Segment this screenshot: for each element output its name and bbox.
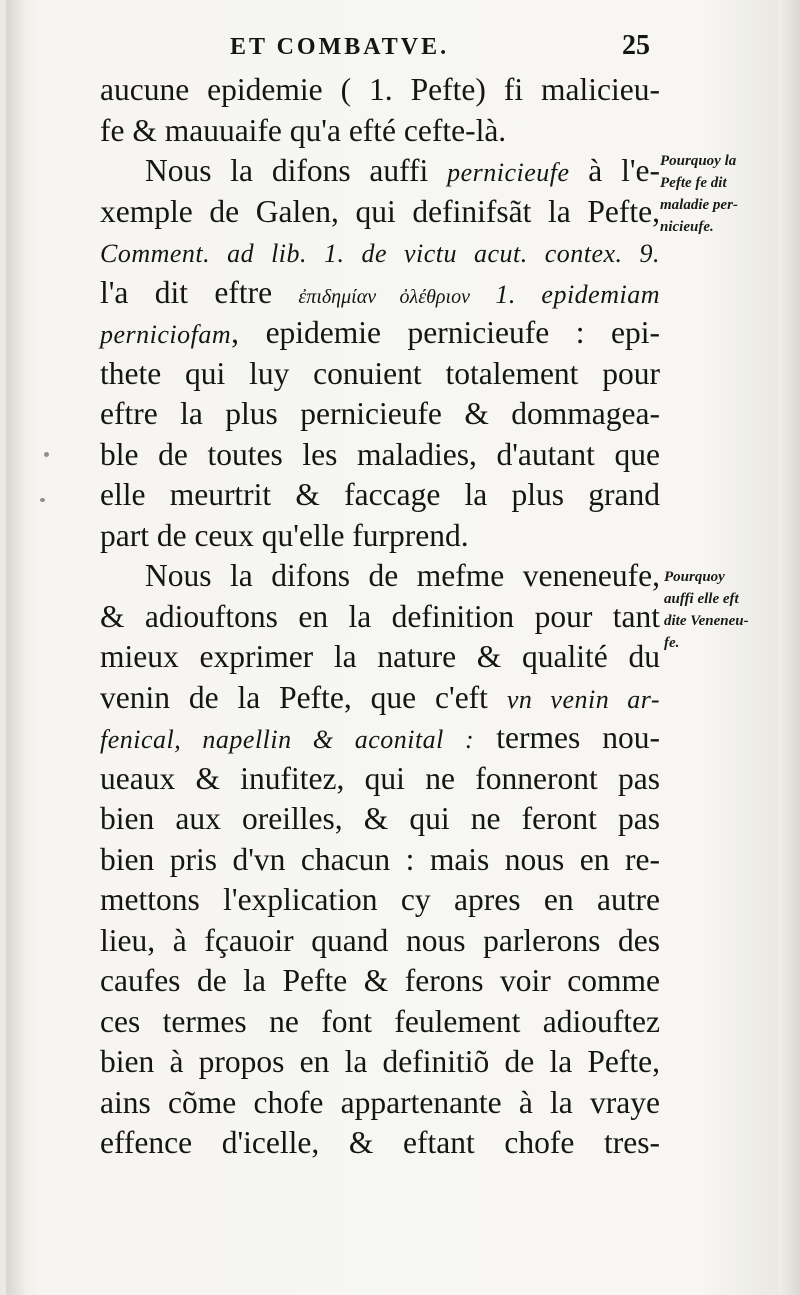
text-line xyxy=(100,151,660,192)
text-line: & adiouftons en la definition pour tant xyxy=(100,598,660,634)
text-line xyxy=(100,232,660,273)
margin-note-line: Pourquoy xyxy=(664,569,725,585)
text-line: effence d'icelle, & eftant chofe tres- xyxy=(100,1125,660,1160)
text-line: aucune epidemie ( 1. Pefte) fi malicieu- xyxy=(100,72,660,107)
text-line: ble de toutes les maladies, d'autant que xyxy=(100,436,660,472)
page-header xyxy=(230,30,650,70)
margin-note-line: Pourquoy la xyxy=(660,153,737,169)
text-line: bien pris d'vn chacun : mais nous en re- xyxy=(100,841,660,877)
text-line: mettons l'explication cy apres en autre xyxy=(100,882,660,917)
text-fragment: l'a dit eftre xyxy=(100,274,299,310)
citation: Comment. ad lib. 1. de victu acut. contex. 9. xyxy=(100,239,660,268)
text-fragment: venin de la Pefte, que c'eft xyxy=(100,679,507,715)
text-line: part de ceux qu'elle furprend. xyxy=(100,517,469,553)
text-fragment: à l'e- xyxy=(569,153,660,188)
text-fragment: , epidemie pernicieufe : epi- xyxy=(231,315,660,350)
text-line: eftre la plus pernicieufe & dommagea- xyxy=(100,396,660,431)
margin-note-line: nicieufe. xyxy=(660,219,714,235)
text-line: mieux exprimer la nature & qualité du xyxy=(100,639,660,674)
margin-note-line: maladie per- xyxy=(660,197,738,213)
text-line xyxy=(100,273,660,314)
margin-note-line: dite Veneneu- xyxy=(664,613,749,629)
body-text xyxy=(100,70,660,1164)
text-fragment: Nous la difons auffi xyxy=(145,153,448,188)
page-gutter-shadow xyxy=(6,0,24,1295)
greek-term: ἐπιδημίαν ὀλέθριον xyxy=(298,285,470,308)
margin-note-line: fe. xyxy=(664,635,680,651)
text-line: ces termes ne font feulement adiouftez xyxy=(100,1003,660,1039)
ampersand: & xyxy=(312,725,334,754)
text-line: ains cõme chofe appartenante à la vraye xyxy=(100,1084,660,1120)
italic-term: 1. epidemiam xyxy=(469,279,660,309)
text-line: lieu, à fçauoir quand nous parlerons des xyxy=(100,922,660,958)
text-line: Nous la difons de mefme veneneufe, xyxy=(145,558,660,593)
ink-speck xyxy=(40,498,45,502)
margin-note-line: Pefte fe dit xyxy=(660,175,727,191)
page-number: 25 xyxy=(622,30,650,61)
margin-note-line: auffi elle eft xyxy=(664,591,739,607)
text-line: fe & mauuaife qu'a efté cefte-là. xyxy=(100,112,507,148)
text-line: ueaux & inufitez, qui ne fonneront pas xyxy=(100,760,660,796)
text-line: bien aux oreilles, & qui ne feront pas xyxy=(100,801,660,836)
italic-term: aconital : xyxy=(333,725,475,754)
italic-term: , napellin xyxy=(174,725,313,754)
italic-term: vn venin ar- xyxy=(506,684,661,714)
text-line: caufes de la Pefte & ferons voir comme xyxy=(100,963,660,998)
margin-note-veneneuse xyxy=(664,566,792,654)
text-line: xemple de Galen, qui definifsãt la Pefte, xyxy=(100,193,660,229)
text-line xyxy=(100,313,660,354)
text-line xyxy=(100,718,660,759)
text-line: bien à propos en la definitiõ de la Pefte, xyxy=(100,1044,660,1079)
ink-speck xyxy=(44,452,49,457)
text-line xyxy=(100,678,660,719)
text-line: elle meurtrit & faccage la plus grand xyxy=(100,477,660,512)
margin-note-pernicieuse xyxy=(660,150,788,238)
italic-term: fenical xyxy=(100,725,175,754)
text-line: thete qui luy conuient totalement pour xyxy=(100,355,660,391)
italic-term: perniciofam xyxy=(100,320,232,349)
text-fragment: termes nou- xyxy=(474,720,660,755)
italic-term: pernicieufe xyxy=(447,158,570,187)
running-head: ET COMBATVE. xyxy=(230,34,450,60)
